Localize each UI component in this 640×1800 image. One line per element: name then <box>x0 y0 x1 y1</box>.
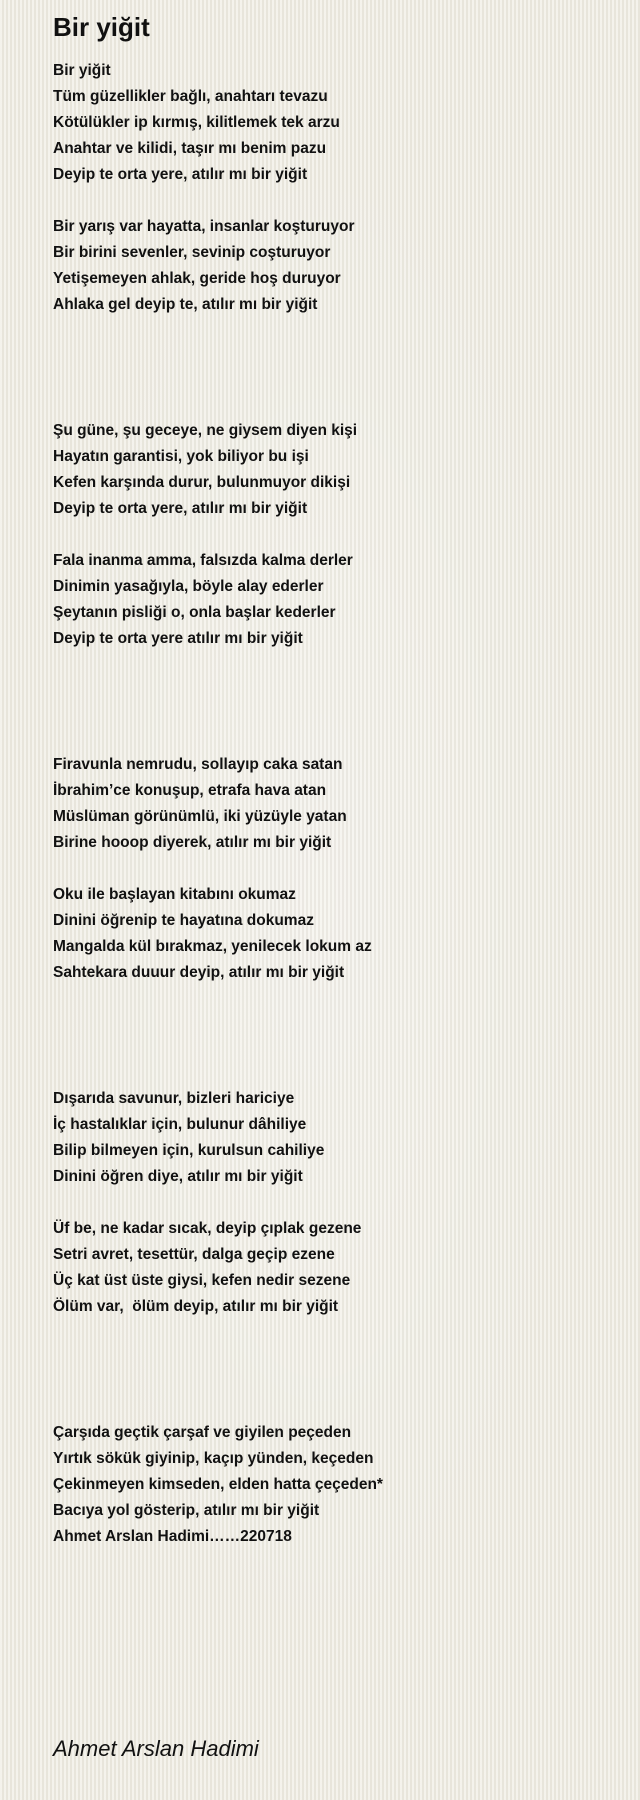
stanza-1 <box>53 58 623 188</box>
author-name: Ahmet Arslan Hadimi <box>53 1736 259 1761</box>
poem-line: Ölüm var, ölüm deyip, atılır mı bir yiğit <box>53 1298 339 1315</box>
stanza-7 <box>53 1086 623 1190</box>
poem-line: Firavunla nemrudu, sollayıp caka satan <box>53 756 343 773</box>
poem-line: Bir birini sevenler, sevinip coşturuyor <box>53 244 331 261</box>
poem-line: Çekinmeyen kimseden, elden hatta çeçeden* <box>53 1476 383 1493</box>
poem-line: Şu güne, şu geceye, ne giysem diyen kişi <box>53 422 358 439</box>
poem-line: Bacıya yol gösterip, atılır mı bir yiğit <box>53 1502 320 1519</box>
poem-line: Üç kat üst üste giysi, kefen nedir sezene <box>53 1272 351 1289</box>
poem-line: Yetişemeyen ahlak, geride hoş duruyor <box>53 270 341 287</box>
poem-line: Setri avret, tesettür, dalga geçip ezene <box>53 1246 335 1263</box>
poem-line: Dinini öğrenip te hayatına dokumaz <box>53 912 314 929</box>
poem-line: Hayatın garantisi, yok biliyor bu işi <box>53 448 309 465</box>
poem-line: Deyip te orta yere atılır mı bir yiğit <box>53 630 303 647</box>
poem-line: Anahtar ve kilidi, taşır mı benim pazu <box>53 140 327 157</box>
poem-line: Bir yarış var hayatta, insanlar koşturuyor <box>53 218 355 235</box>
stanza-4 <box>53 548 623 652</box>
poem-body <box>53 58 623 1550</box>
poem-line: Dinini öğren diye, atılır mı bir yiğit <box>53 1168 303 1185</box>
poem-line: Mangalda kül bırakmaz, yenilecek lokum az <box>53 938 372 955</box>
stanza-6 <box>53 882 623 986</box>
poem-line: Deyip te orta yere, atılır mı bir yiğit <box>53 166 308 183</box>
poem-line: Kötülükler ip kırmış, kilitlemek tek arzu <box>53 114 340 131</box>
poem-line: İbrahim’ce konuşup, etrafa hava atan <box>53 782 327 799</box>
poem-line: Tüm güzellikler bağlı, anahtarı tevazu <box>53 88 328 105</box>
poem-line: Müslüman görünümlü, iki yüzüyle yatan <box>53 808 347 825</box>
stanza-5 <box>53 752 623 856</box>
poem-page <box>53 8 623 1550</box>
poem-line: Şeytanın pisliği o, onla başlar kederler <box>53 604 336 621</box>
poem-line: Oku ile başlayan kitabını okumaz <box>53 886 296 903</box>
poem-line: İç hastalıklar için, bulunur dâhiliye <box>53 1116 307 1133</box>
poem-line: Ahlaka gel deyip te, atılır mı bir yiğit <box>53 296 318 313</box>
poem-line: Sahtekara duuur deyip, atılır mı bir yiğit <box>53 964 345 981</box>
poem-line: Dışarıda savunur, bizleri hariciye <box>53 1090 295 1107</box>
poem-signature-line: Ahmet Arslan Hadimi……220718 <box>53 1528 292 1545</box>
poem-line: Çarşıda geçtik çarşaf ve giyilen peçeden <box>53 1424 352 1441</box>
poem-line: Bilip bilmeyen için, kurulsun cahiliye <box>53 1142 325 1159</box>
poem-line: Fala inanma amma, falsızda kalma derler <box>53 552 353 569</box>
stanza-2 <box>53 214 623 318</box>
poem-line: Deyip te orta yere, atılır mı bir yiğit <box>53 500 308 517</box>
stanza-9 <box>53 1420 623 1550</box>
stanza-8 <box>53 1216 623 1320</box>
poem-line: Üf be, ne kadar sıcak, deyip çıplak gezene <box>53 1220 362 1237</box>
poem-title: Bir yiğit <box>53 12 150 42</box>
poem-line: Bir yiğit <box>53 62 111 79</box>
poem-line: Dinimin yasağıyla, böyle alay ederler <box>53 578 324 595</box>
poem-line: Yırtık sökük giyinip, kaçıp yünden, keçeden <box>53 1450 374 1467</box>
poem-line: Kefen karşında durur, bulunmuyor dikişi <box>53 474 351 491</box>
poem-line: Birine hooop diyerek, atılır mı bir yiğit <box>53 834 332 851</box>
stanza-3 <box>53 418 623 522</box>
